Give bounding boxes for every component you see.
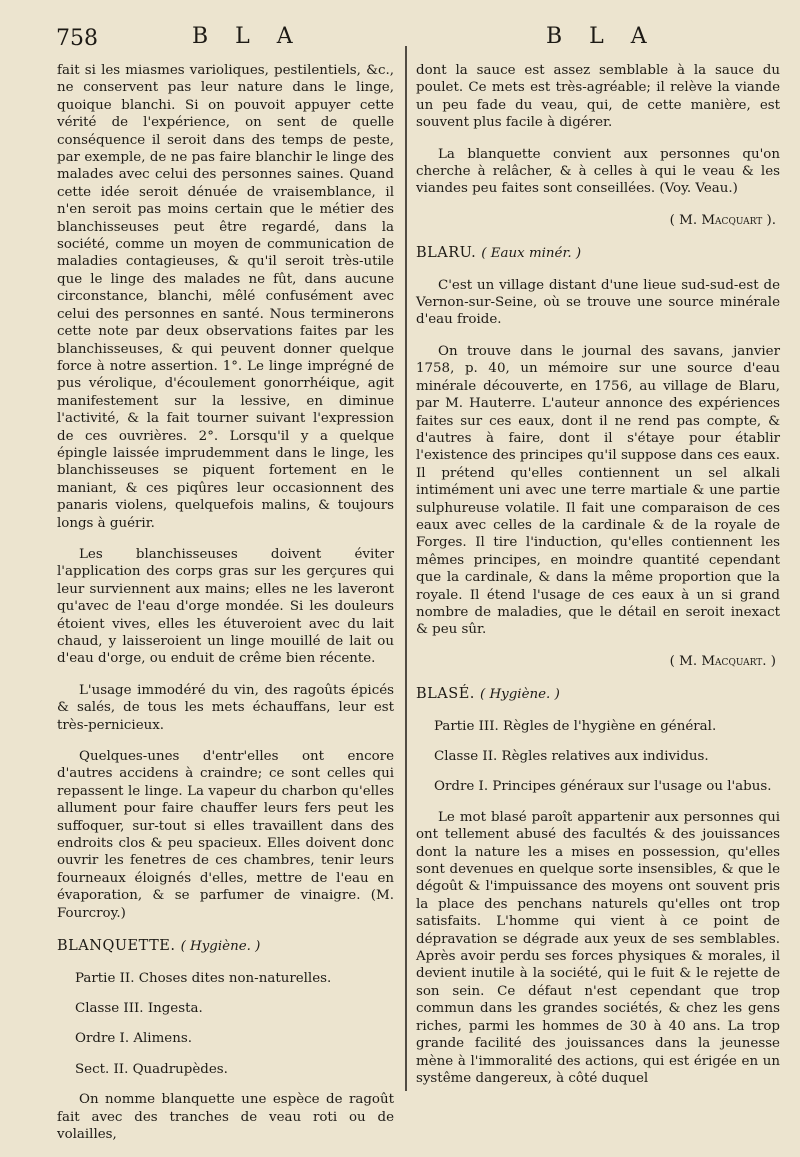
paragraph: C'est un village distant d'une lieue sud-sud-est de Vernon-sur-Seine, où se trouve une source minérale d'eau froide. xyxy=(416,277,780,328)
entry-title: BLARU. xyxy=(416,245,477,262)
paragraph: Les blanchisseuses doivent éviter l'application des corps gras sur les gerçures qui leur surviennent aux mains; elles ne les laveront qu'avec de l'eau d'orge mondée. Si les douleurs étoient vives, elles les étuveroient avec du lait chaud, y laisseroient un linge mouillé de lait ou d'eau d'orge, ou enduit de crême bien récente. xyxy=(57,546,394,667)
entry-heading-blanquette xyxy=(57,938,394,955)
entry-subject: ( Eaux minér. ) xyxy=(481,246,582,262)
paragraph: La blanquette convient aux personnes qu'on cherche à relâcher, & à celles à qui le veau & les viandes peu faites sont conseillées. (Voy. Veau.) xyxy=(416,146,780,197)
paragraph: L'usage immodéré du vin, des ragoûts épicés & salés, de tous les mets échauffans, leur est très-pernicieux. xyxy=(57,682,394,733)
paragraph: fait si les miasmes varioliques, pestilentiels, &c., ne conservent pas leur nature dans le linge, quoique blanchi. Si on pouvoit appuyer cette vérité de l'expérience, on sent de quelle conséquence il seroit dans des temps de peste, par exemple, de ne pas faire blanchir le linge des malades avec celui des personnes saines. Quand cette idée seroit dénuée de vraisemblance, il n'en seroit pas moins certain que le métier des blanchisseuses peut être regardé, dans la société, comme un moyen de communication de maladies contagieuses, & qu'il seroit très-utile que le linge des malades ne fût, dans aucune circonstance, blanchi, mêlé confusément avec celui des personnes en santé. Nous terminerons cette note par deux observations faites par les blanchisseuses, & qui peuvent donner quelque force à notre assertion. 1°. Le linge imprégné de pus vérolique, d'écoulement gonorrhéique, agit manifestement sur la lessive, en diminue l'activité, & la fait tourner suivant l'expression de ces ouvrières. 2°. Lorsqu'il y a quelque épingle laissée imprudemment dans le linge, les blanchisseuses se piquent fortement en le maniant, & ces piqûres leur occasionnent des panaris violens, quelquefois malins, & toujours longs à guérir. xyxy=(57,63,394,531)
classification-line: Sect. II. Quadrupèdes. xyxy=(75,1061,228,1077)
author-signature: ( M. Macquart. ) xyxy=(669,653,776,669)
entry-heading-blaru xyxy=(416,245,780,262)
entry-heading-blase xyxy=(416,686,780,703)
paragraph: Le mot blasé paroît appartenir aux personnes qui ont tellement abusé des facultés & des jouissances dont la nature les a mises en possession, qu'elles sont devenues en quelque sorte insensibles, & que le dégoût & l'impuissance des moyens ont souvent pris la place des penchans naturels qu'elles ont trop satisfaits. L'homme qui vient à ce point de dépravation se dégrade aux yeux de ses semblables. Après avoir perdu ses forces physiques & morales, il devient inutile à la société, qui le fuit & le rejette de son sein. Ce défaut n'est cependant que trop commun dans les grandes sociétés, & chez les gens riches, parmi les hommes de 30 à 40 ans. La trop grande facilité des jouissances dans la jeunesse mène à l'immoralité des actions, qui est érigée en un systême dangereux, à côté duquel xyxy=(416,809,780,1086)
entry-title: BLASÉ. xyxy=(416,686,475,703)
running-head-right: B L A xyxy=(546,24,657,49)
column-divider xyxy=(405,46,407,1091)
paragraph: On nomme blanquette une espèce de ragoût fait avec des tranches de veau roti ou de volailles, xyxy=(57,1092,394,1142)
left-column xyxy=(57,62,394,1157)
entry-title: BLANQUETTE. xyxy=(57,938,176,955)
page-header xyxy=(0,22,800,56)
author-signature: ( M. Macquart ). xyxy=(669,212,776,228)
classification-line: Partie III. Règles de l'hygiène en général. xyxy=(434,718,717,734)
classification-line: Ordre I. Alimens. xyxy=(75,1031,192,1047)
paragraph: On trouve dans le journal des savans, janvier 1758, p. 40, un mémoire sur une source d'eau minérale découverte, en 1756, au village de Blaru, par M. Hauterre. L'auteur annonce des expériences faites sur ces eaux, dont il ne rend pas compte, & d'autres à faire, dont il s'étaye pour établir l'existence des principes qu'il suppose dans ces eaux. Il prétend qu'elles contiennent un sel alkali intimément uni avec une terre martiale & une partie sulphureuse volatile. Il fait une comparaison de ces eaux avec celles de la cardinale & de la royale de Forges. Il tire l'induction, qu'elles contiennent les mêmes principes, en moindre quantité cependant que la cardinale, & dans la même proportion que la royale. Il étend l'usage de ces eaux à un si grand nombre de maladies, que le détail en seroit inexact & peu sûr. xyxy=(416,343,780,638)
page-number: 758 xyxy=(56,26,98,51)
paragraph: Quelques-unes d'entr'elles ont encore d'autres accidens à craindre; ce sont celles qui repassent le linge. La vapeur du charbon qu'elles allument pour faire chauffer leurs fers peut les suffoquer, sur-tout si elles travaillent dans des endroits clos & peu spacieux. Elles doivent donc ouvrir les fenetres de ces chambres, tenir leurs fourneaux éloignés d'elles, mettre de l'eau en évaporation, & se parfumer de vinaigre. (M. Fourcroy.) xyxy=(57,749,394,921)
right-column xyxy=(416,62,780,1101)
classification-line: Classe III. Ingesta. xyxy=(75,1000,203,1016)
running-head-left: B L A xyxy=(192,24,303,49)
classification-line: Partie II. Choses dites non-naturelles. xyxy=(75,970,332,986)
classification-line: Ordre I. Principes généraux sur l'usage ou l'abus. xyxy=(434,779,772,795)
classification-line: Classe II. Règles relatives aux individus. xyxy=(434,749,709,764)
entry-subject: ( Hygiène. ) xyxy=(180,939,261,955)
entry-subject: ( Hygiène. ) xyxy=(480,687,560,703)
paragraph: dont la sauce est assez semblable à la sauce du poulet. Ce mets est très-agréable; il relève la viande un peu fade du veau, qui, de cette manière, est souvent plus facile à digérer. xyxy=(416,63,780,131)
